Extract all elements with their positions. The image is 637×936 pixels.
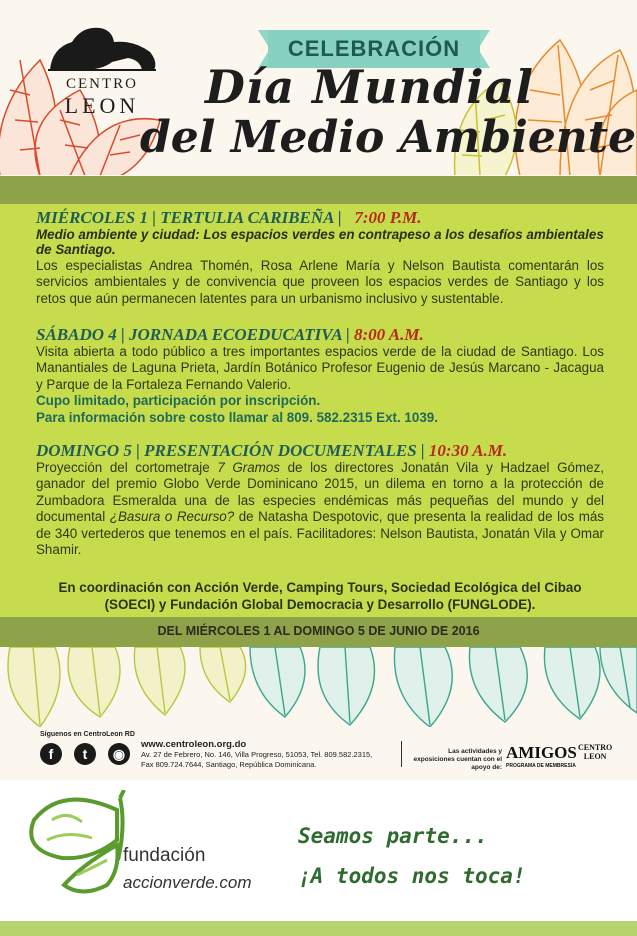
event-heading: MIÉRCOLES 1 | TERTULIA CARIBEÑA | 7:00 P.M. [36, 208, 422, 227]
centro-leon-small-logo: CENTRO LEON [578, 743, 613, 761]
event-capacity-note: Cupo limitado, participación por inscripción. [36, 393, 321, 408]
logo-text-leon: LEON [64, 93, 140, 118]
event-description: Proyección del cortometraje 7 Gramos de los directores Jonatán Vila y Hadzael Gómez, ganador del premio Globo Verde Dominicano 2015, un dilema en torno a la protección de Zumbadora Esmeralda una de las especies endémicas más pequeñas del mundo y del documental ¿Basura o Recurso? de Natasha Despotovic, que presenta la realidad de los más de 340 vertederos que tenemos en el país. Facilitadores: Nelson Bautista, Jonatán Vila y Omar Shamir. [36, 459, 605, 557]
divider [401, 741, 402, 767]
lion-icon [42, 20, 162, 78]
slogan-line-2: ¡A todos nos toca! [298, 864, 526, 888]
event-time: 7:00 P.M. [354, 208, 422, 227]
amigos-subtitle: PROGRAMA DE MEMBRESÍA [506, 763, 576, 769]
event-sunday [36, 443, 604, 559]
top-strip [0, 176, 637, 204]
support-label: Las actividades y exposiciones cuentan con el apoyo de: [413, 748, 502, 771]
event-time: 8:00 A.M. [354, 325, 424, 344]
title-line-1: Día Mundial [205, 60, 534, 114]
event-day: DOMINGO 5 [36, 441, 132, 460]
centro-leon-logo [42, 20, 162, 118]
follow-us-label: Síguenos en CentroLeon RD [40, 731, 135, 738]
logo-text-centro: CENTRO [66, 76, 138, 92]
poster-header [0, 0, 637, 175]
event-wednesday [36, 210, 604, 307]
instagram-icon[interactable]: ◉ [108, 743, 130, 765]
title-line-2: del Medio Ambiente [140, 112, 637, 163]
event-time: 10:30 A.M. [428, 441, 508, 460]
event-day: MIÉRCOLES 1 [36, 208, 148, 227]
event-title: PRESENTACIÓN DOCUMENTALES [144, 441, 417, 460]
amigos-logo: AMIGOS [506, 743, 577, 762]
address: Av. 27 de Febrero, No. 146, Villa Progreso, 51053, Tel. 809.582.2315, Fax 809.724.7644, Santiago, República Dominicana. [141, 750, 373, 769]
decorative-leaves-bottom [0, 647, 637, 727]
website-link[interactable]: www.centroleon.org.do [141, 739, 247, 750]
event-title: TERTULIA CARIBEÑA [160, 208, 334, 227]
fundacion-label: fundación [123, 845, 206, 866]
butterfly-icon [22, 790, 132, 900]
event-saturday [36, 327, 604, 426]
bottom-green-bar [0, 921, 637, 936]
banner-text: CELEBRACIÓN [287, 36, 461, 61]
event-title: JORNADA ECOEDUCATIVA [129, 325, 342, 344]
event-description: Visita abierta a todo público a tres importantes espacios verde de la ciudad de Santiago. Los Manantiales de Laguna Prieta, Jardín Botánico Profesor Eugenio de Jesús Marcano - Jacagua y Parque de la Fortaleza Fernando Valerio. [36, 343, 604, 392]
event-day: SÁBADO 4 [36, 325, 117, 344]
facebook-icon[interactable]: f [40, 743, 62, 765]
event-contact-note: Para información sobre costo llamar al 809. 582.2315 Ext. 1039. [36, 409, 438, 425]
event-description: Los especialistas Andrea Thomén, Rosa Arlene María y Nelson Bautista comentarán los servicios ambientales y de convivencia que proveen los espacios verdes de Santiago y los retos que aún permanecen latentes para un urbanismo inclusivo y sustentable. [36, 257, 604, 306]
date-range: DEL MIÉRCOLES 1 AL DOMINGO 5 DE JUNIO DE 2016 [157, 624, 480, 638]
event-subtitle: Medio ambiente y ciudad: Los espacios verdes en contrapeso a los desafíos ambientales de Santiago. [36, 226, 604, 257]
coordination-note: En coordinación con Acción Verde, Camping Tours, Sociedad Ecológica del Cibao (SOECI) y Fundación Global Democracia y Desarrollo (FUNGLODE). [58, 580, 582, 612]
twitter-icon[interactable]: t [74, 743, 96, 765]
event-heading: SÁBADO 4 | JORNADA ECOEDUCATIVA | 8:00 A.M. [36, 325, 424, 344]
fundacion-website[interactable]: accionverde.com [123, 873, 252, 892]
event-heading: DOMINGO 5 | PRESENTACIÓN DOCUMENTALES | 10:30 A.M. [36, 441, 508, 460]
slogan-line-1: Seamos parte... [298, 824, 488, 848]
